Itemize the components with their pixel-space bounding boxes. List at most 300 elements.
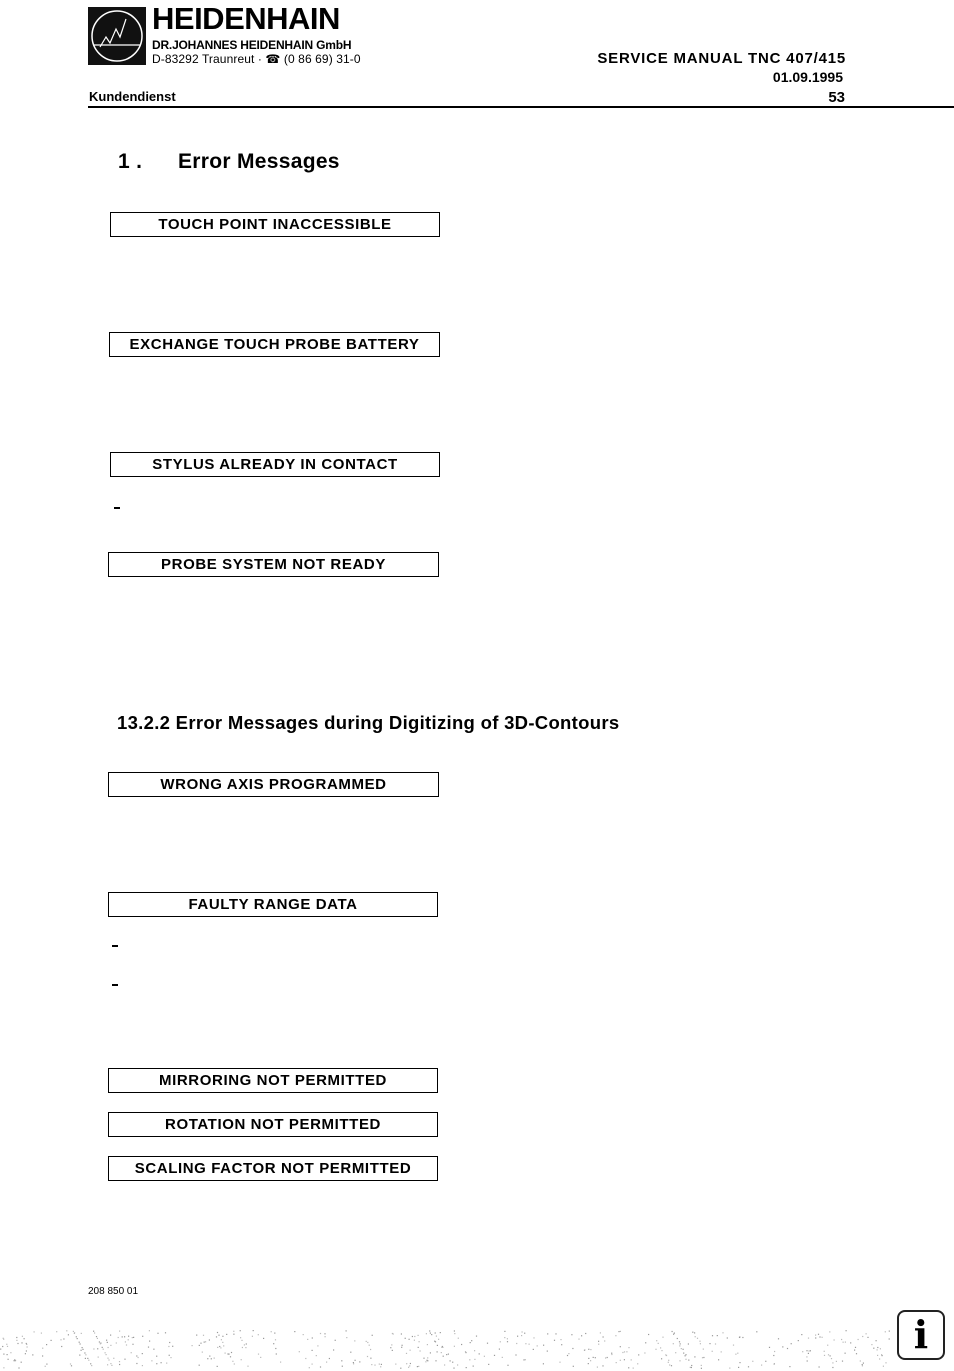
scan-speck [661, 1350, 662, 1351]
scan-speck [247, 1366, 248, 1367]
scan-speck [16, 1337, 17, 1338]
scan-speck [452, 1362, 453, 1363]
scan-speck [231, 1352, 232, 1353]
scan-speck [774, 1364, 775, 1365]
scan-speck [423, 1358, 424, 1359]
scan-speck [26, 1344, 27, 1345]
scan-speck [854, 1350, 855, 1351]
scan-speck [832, 1362, 833, 1363]
scan-speck [701, 1368, 702, 1369]
scan-speck [116, 1342, 117, 1343]
scan-speck [855, 1347, 856, 1348]
scan-speck [712, 1351, 713, 1352]
scan-speck [410, 1350, 411, 1351]
department-label: Kundendienst [89, 89, 176, 104]
scan-speck [148, 1347, 149, 1348]
scan-speck [885, 1362, 886, 1363]
scan-speck [523, 1359, 524, 1360]
scan-speck [590, 1360, 591, 1361]
scan-speck [442, 1347, 443, 1348]
scan-speck [425, 1361, 426, 1362]
scan-speck [677, 1338, 678, 1339]
scan-speck [791, 1343, 792, 1344]
scan-speck [504, 1331, 505, 1332]
scan-speck [275, 1339, 276, 1340]
scan-speck [391, 1344, 392, 1345]
scan-speck [824, 1351, 825, 1352]
scan-speck [691, 1367, 692, 1368]
scan-speck [15, 1360, 16, 1361]
scan-speck [648, 1334, 649, 1335]
scan-speck [500, 1341, 501, 1342]
scan-speck [370, 1349, 371, 1350]
scan-speck [106, 1354, 107, 1355]
scan-speck [487, 1343, 488, 1344]
scan-speck [516, 1343, 517, 1344]
scan-speck [232, 1361, 233, 1362]
error-message-box: WRONG AXIS PROGRAMMED [108, 772, 439, 797]
scan-speck [555, 1333, 556, 1334]
info-icon[interactable]: i [897, 1310, 945, 1360]
scan-speck [889, 1331, 890, 1332]
scan-speck [588, 1358, 589, 1359]
scan-speck [525, 1343, 526, 1344]
scan-speck [68, 1334, 69, 1335]
scan-speck [320, 1333, 321, 1334]
scan-speck [312, 1337, 313, 1338]
scan-speck [674, 1333, 675, 1334]
scan-speck [16, 1340, 17, 1341]
company-subtitle: DR.JOHANNES HEIDENHAIN GmbH [152, 38, 352, 52]
scan-speck [42, 1348, 43, 1349]
scan-speck [61, 1346, 62, 1347]
scan-speck [454, 1346, 455, 1347]
scan-speck [406, 1353, 407, 1354]
scan-speck [502, 1357, 503, 1358]
scan-speck [683, 1353, 684, 1354]
scan-speck [136, 1363, 137, 1364]
scan-speck [107, 1342, 108, 1343]
scan-speck [217, 1347, 218, 1348]
scan-speck [17, 1343, 18, 1344]
scan-speck [3, 1354, 4, 1355]
scan-speck [119, 1331, 120, 1332]
scan-speck [685, 1359, 686, 1360]
scan-speck [436, 1336, 437, 1337]
page-number: 53 [828, 89, 845, 106]
scan-speck [408, 1367, 409, 1368]
scan-speck [71, 1365, 72, 1366]
scan-speck [138, 1357, 139, 1358]
scan-speck [97, 1338, 98, 1339]
scan-speck [703, 1349, 704, 1350]
scan-speck [461, 1344, 462, 1345]
scan-speck [815, 1337, 816, 1338]
scan-speck [765, 1361, 766, 1362]
scan-speck [427, 1357, 428, 1358]
error-message-box: PROBE SYSTEM NOT READY [108, 552, 439, 577]
scan-speck [233, 1334, 234, 1335]
scan-speck [438, 1339, 439, 1340]
scan-speck [371, 1364, 372, 1365]
scan-speck [818, 1334, 819, 1335]
scan-speck [474, 1359, 475, 1360]
section-number: 1 . [118, 150, 143, 173]
scan-speck [94, 1332, 95, 1333]
scan-speck [409, 1365, 410, 1366]
scan-speck [346, 1330, 347, 1331]
scan-speck [133, 1337, 134, 1338]
scan-speck [595, 1357, 596, 1358]
scan-speck [717, 1335, 718, 1336]
scan-speck [60, 1339, 61, 1340]
scan-speck [169, 1355, 170, 1356]
scan-speck [624, 1351, 625, 1352]
scan-speck [809, 1350, 810, 1351]
scan-speck [559, 1362, 560, 1363]
scan-speck [10, 1352, 11, 1353]
scan-speck [600, 1332, 601, 1333]
list-bullet [112, 984, 118, 986]
scan-speck [223, 1345, 224, 1346]
manual-title: SERVICE MANUAL TNC 407/415 [597, 50, 846, 67]
scan-speck [808, 1338, 809, 1339]
scan-speck [97, 1348, 98, 1349]
scan-speck [554, 1340, 555, 1341]
scan-speck [469, 1359, 470, 1360]
scan-speck [220, 1347, 221, 1348]
scan-speck [611, 1353, 612, 1354]
scan-speck [317, 1345, 318, 1346]
scan-speck [829, 1331, 830, 1332]
scan-speck [856, 1353, 857, 1354]
scan-speck [7, 1354, 8, 1355]
scan-speck [499, 1349, 500, 1350]
scan-speck [573, 1366, 574, 1367]
scan-speck [822, 1337, 823, 1338]
scan-speck [440, 1332, 441, 1333]
scan-speck [305, 1358, 306, 1359]
scan-speck [435, 1332, 436, 1333]
scan-speck [56, 1331, 57, 1332]
scan-speck [367, 1356, 368, 1357]
scan-speck [142, 1353, 143, 1354]
scan-speck [34, 1331, 35, 1332]
scan-speck [876, 1340, 877, 1341]
scan-speck [126, 1344, 127, 1345]
scan-speck [694, 1332, 695, 1333]
scan-speck [571, 1334, 572, 1335]
scan-speck [105, 1352, 106, 1353]
scan-speck [454, 1330, 455, 1331]
scan-speck [733, 1345, 734, 1346]
scan-speck [406, 1363, 407, 1364]
scan-speck [209, 1356, 210, 1357]
scan-speck [543, 1363, 544, 1364]
scan-speck [628, 1347, 629, 1348]
scan-speck [3, 1367, 4, 1368]
scan-speck [525, 1359, 526, 1360]
scan-speck [488, 1364, 489, 1365]
scan-speck [673, 1334, 674, 1335]
scan-speck [474, 1350, 475, 1351]
scan-speck [110, 1345, 111, 1346]
scan-speck [879, 1358, 880, 1359]
section-heading [118, 150, 340, 174]
scan-speck [165, 1332, 166, 1333]
scan-speck [3, 1339, 4, 1340]
scan-speck [204, 1342, 205, 1343]
scan-speck [618, 1331, 619, 1332]
scan-speck [312, 1364, 313, 1365]
scan-speck [798, 1340, 799, 1341]
scan-speck [524, 1333, 525, 1334]
scan-speck [93, 1348, 94, 1349]
scan-speck [82, 1347, 83, 1348]
scan-speck [395, 1364, 396, 1365]
scan-speck [329, 1358, 330, 1359]
scan-speck [458, 1338, 459, 1339]
scan-speck [877, 1349, 878, 1350]
scan-speck [21, 1362, 22, 1363]
scan-speck [299, 1351, 300, 1352]
scan-speck [417, 1366, 418, 1367]
scan-speck [685, 1354, 686, 1355]
scan-speck [280, 1362, 281, 1363]
scan-speck [207, 1358, 208, 1359]
scan-speck [414, 1336, 415, 1337]
scan-speck [507, 1338, 508, 1339]
scan-speck [354, 1340, 355, 1341]
error-message-box: TOUCH POINT INACCESSIBLE [110, 212, 440, 237]
scan-speck [26, 1350, 27, 1351]
scan-speck [709, 1343, 710, 1344]
scan-speck [106, 1340, 107, 1341]
scan-speck [7, 1346, 8, 1347]
scan-speck [543, 1345, 544, 1346]
scan-speck [196, 1335, 197, 1336]
scan-speck [662, 1337, 663, 1338]
scan-speck [42, 1355, 43, 1356]
scan-speck [441, 1352, 442, 1353]
scan-speck [303, 1334, 304, 1335]
scan-speck [715, 1343, 716, 1344]
scan-speck [828, 1354, 829, 1355]
scan-speck [372, 1335, 373, 1336]
scan-speck [735, 1354, 736, 1355]
scan-speck [637, 1363, 638, 1364]
scan-speck [77, 1338, 78, 1339]
scan-speck [737, 1353, 738, 1354]
scan-speck [157, 1333, 158, 1334]
scan-speck [446, 1354, 447, 1355]
scan-speck [74, 1332, 75, 1333]
scan-speck [453, 1368, 454, 1369]
scan-speck [90, 1363, 91, 1364]
scan-speck [466, 1367, 467, 1368]
scan-speck [241, 1340, 242, 1341]
scan-speck [124, 1359, 125, 1360]
scan-speck [91, 1365, 92, 1366]
scan-speck [93, 1331, 94, 1332]
scan-speck [752, 1361, 753, 1362]
scan-speck [324, 1333, 325, 1334]
scan-speck [369, 1345, 370, 1346]
scan-speck [410, 1363, 411, 1364]
scan-speck [218, 1335, 219, 1336]
scan-speck [219, 1346, 220, 1347]
scan-speck [335, 1340, 336, 1341]
error-message-box: STYLUS ALREADY IN CONTACT [110, 452, 440, 477]
manual-date: 01.09.1995 [772, 69, 843, 85]
scan-speck [603, 1336, 604, 1337]
company-name: HEIDENHAIN [152, 1, 340, 36]
scan-speck [631, 1359, 632, 1360]
scan-speck [209, 1339, 210, 1340]
scan-speck [644, 1352, 645, 1353]
scan-speck [409, 1339, 410, 1340]
scan-speck [742, 1337, 743, 1338]
scan-speck [45, 1366, 46, 1367]
heidenhain-logo-icon [88, 7, 146, 65]
scan-speck [353, 1362, 354, 1363]
scan-speck [620, 1346, 621, 1347]
scan-speck [252, 1336, 253, 1337]
scan-speck [691, 1365, 692, 1366]
scan-speck [866, 1333, 867, 1334]
scan-speck [307, 1339, 308, 1340]
scan-speck [806, 1356, 807, 1357]
scan-speck [245, 1347, 246, 1348]
scan-speck [815, 1335, 816, 1336]
scan-speck [217, 1332, 218, 1333]
scan-speck [85, 1354, 86, 1355]
scan-speck [172, 1346, 173, 1347]
scan-speck [476, 1336, 477, 1337]
scan-speck [862, 1365, 863, 1366]
scan-speck [807, 1360, 808, 1361]
scan-speck [593, 1357, 594, 1358]
scan-speck [806, 1350, 807, 1351]
scan-speck [211, 1358, 212, 1359]
scan-speck [773, 1355, 774, 1356]
scan-speck [81, 1333, 82, 1334]
scan-speck [702, 1357, 703, 1358]
scan-speck [850, 1342, 851, 1343]
scan-speck [22, 1336, 23, 1337]
scan-speck [685, 1355, 686, 1356]
scan-speck [107, 1364, 108, 1365]
scan-speck [843, 1342, 844, 1343]
scan-speck [168, 1346, 169, 1347]
scan-speck [699, 1341, 700, 1342]
scan-speck [128, 1339, 129, 1340]
scan-speck [426, 1360, 427, 1361]
scan-speck [103, 1349, 104, 1350]
scan-speck [418, 1347, 419, 1348]
scan-speck [217, 1366, 218, 1367]
scan-speck [80, 1343, 81, 1344]
scan-speck [205, 1341, 206, 1342]
scan-speck [367, 1342, 368, 1343]
scan-speck [87, 1358, 88, 1359]
scan-speck [845, 1353, 846, 1354]
scan-speck [370, 1358, 371, 1359]
scan-speck [136, 1355, 137, 1356]
section-title: Error Messages [178, 150, 340, 173]
scan-speck [507, 1365, 508, 1366]
scan-speck [118, 1337, 119, 1338]
scan-speck [46, 1364, 47, 1365]
scan-speck [316, 1355, 317, 1356]
scan-speck [444, 1364, 445, 1365]
scan-speck [156, 1356, 157, 1357]
scan-speck [615, 1335, 616, 1336]
scan-speck [79, 1355, 80, 1356]
scan-speck [341, 1360, 342, 1361]
scan-speck [2, 1346, 3, 1347]
scan-speck [827, 1345, 828, 1346]
scan-speck [244, 1344, 245, 1345]
scan-speck [602, 1365, 603, 1366]
scan-speck [32, 1354, 33, 1355]
scan-speck [832, 1367, 833, 1368]
scan-speck [547, 1351, 548, 1352]
scan-speck [494, 1355, 495, 1356]
scan-speck [673, 1343, 674, 1344]
scan-speck [572, 1348, 573, 1349]
scan-speck [484, 1356, 485, 1357]
scan-speck [681, 1348, 682, 1349]
scan-speck [443, 1356, 444, 1357]
scan-speck [718, 1359, 719, 1360]
scan-speck [675, 1352, 676, 1353]
scan-speck [522, 1331, 523, 1332]
scan-speck [263, 1338, 264, 1339]
scan-speck [701, 1365, 702, 1366]
scan-speck [457, 1364, 458, 1365]
scan-speck [258, 1354, 259, 1355]
scan-speck [448, 1354, 449, 1355]
scan-speck [521, 1335, 522, 1336]
list-bullet [114, 507, 120, 509]
scan-speck [355, 1360, 356, 1361]
scan-speck [70, 1363, 71, 1364]
footer-document-code: 208 850 01 [88, 1286, 139, 1297]
scan-speck [889, 1338, 890, 1339]
scan-speck [885, 1331, 886, 1332]
scan-speck [658, 1343, 659, 1344]
scan-speck [882, 1355, 883, 1356]
scan-speck [151, 1360, 152, 1361]
scan-speck [479, 1353, 480, 1354]
scan-speck [418, 1335, 419, 1336]
scan-speck [149, 1330, 150, 1331]
scan-speck [240, 1337, 241, 1338]
scan-speck [756, 1331, 757, 1332]
scan-speck [655, 1349, 656, 1350]
scan-speck [581, 1335, 582, 1336]
scan-speck [567, 1355, 568, 1356]
scan-speck [824, 1355, 825, 1356]
scan-speck [73, 1331, 74, 1332]
scan-speck [107, 1358, 108, 1359]
scan-speck [76, 1336, 77, 1337]
scan-speck [294, 1331, 295, 1332]
scan-speck [739, 1337, 740, 1338]
scan-speck [688, 1360, 689, 1361]
scan-speck [862, 1364, 863, 1365]
